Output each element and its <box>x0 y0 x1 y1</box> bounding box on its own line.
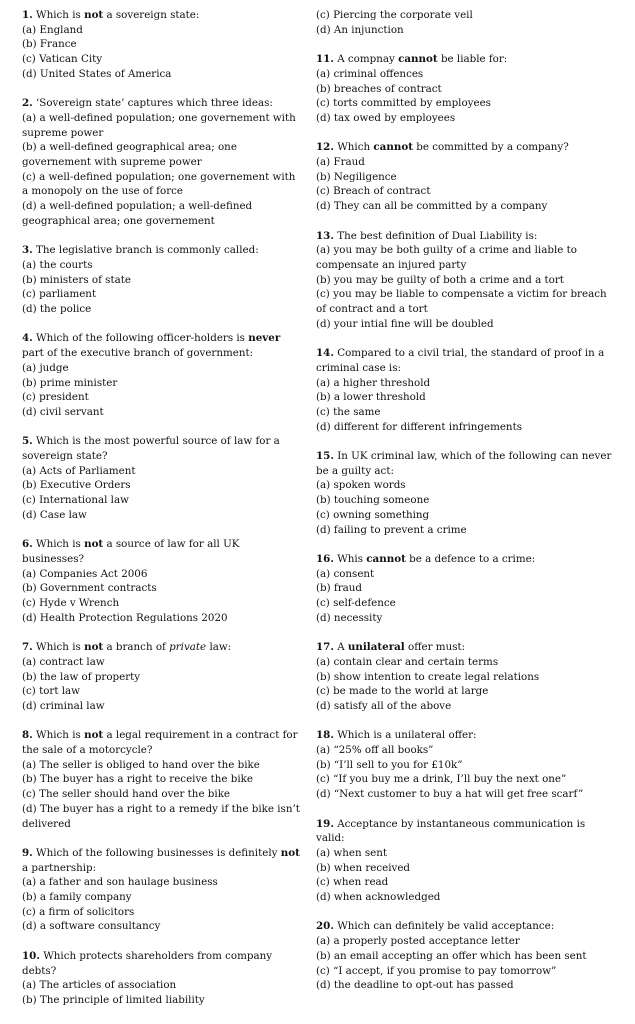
question-stem: Which is a unilateral offer: <box>337 729 477 742</box>
answer-option: (b) Executive Orders <box>22 479 131 492</box>
answer-option: (d) civil servant <box>22 405 104 418</box>
answer-option: (a) Companies Act 2006 <box>22 567 148 580</box>
question-block <box>22 728 304 831</box>
answer-option: (c) parliament <box>22 288 97 301</box>
question-stem: Which protects shareholders from company debts? <box>22 949 273 977</box>
answer-option: (a) “25% off all books” <box>316 744 434 757</box>
answer-option: (c) The seller should hand over the bike <box>22 788 231 801</box>
question-emphasis: private <box>169 641 207 654</box>
answer-option: (c) Vatican City <box>22 53 103 66</box>
question-block <box>22 846 304 934</box>
answer-option: (b) The principle of limited liability <box>22 993 205 1006</box>
answer-option: (b) a lower threshold <box>316 391 426 404</box>
answer-option: (b) when received <box>316 861 411 874</box>
question-text <box>22 949 304 978</box>
question-number: 20. <box>316 920 334 933</box>
answer-option: (a) contract law <box>22 655 105 668</box>
question-stem-continued: offer must: <box>408 641 466 654</box>
question-number: 9. <box>22 846 33 859</box>
question-text <box>316 140 616 155</box>
question-emphasis: not <box>84 538 104 551</box>
answer-option: (a) you may be both guilty of a crime and liable to compensate an injured party <box>316 244 577 271</box>
answer-option: (d) different for different infringements <box>316 420 522 433</box>
question-block <box>316 817 616 905</box>
answer-option: (c) “If you buy me a drink, I’ll buy the next one” <box>316 773 567 786</box>
answer-option: (a) spoken words <box>316 479 406 492</box>
answer-option: (c) tort law <box>22 685 80 698</box>
answer-option: (a) a higher threshold <box>316 376 431 389</box>
answer-option: (c) owning something <box>316 508 430 521</box>
question-emphasis: not <box>84 641 104 654</box>
question-stem: Whis <box>337 552 363 565</box>
question-text <box>22 331 304 360</box>
question-text <box>316 449 616 478</box>
answer-option: (c) a well-defined population; one governement with a monopoly on the use of force <box>22 170 296 198</box>
question-stem: Which of the following businesses is definitely <box>36 846 278 859</box>
answer-option: (c) the same <box>316 405 381 418</box>
question-text <box>316 552 616 567</box>
answer-option: (d) The buyer has a right to a remedy if the bike isn’t delivered <box>22 802 300 830</box>
question-stem-continued: be liable for: <box>440 53 508 66</box>
question-block <box>22 96 304 228</box>
answer-option: (a) a properly posted acceptance letter <box>316 935 520 948</box>
question-stem: Which is <box>36 9 81 21</box>
answer-option: (d) United States of America <box>22 67 172 80</box>
question-emphasis: never <box>248 332 281 345</box>
answer-option: (d) An injunction <box>316 23 404 36</box>
answer-option: (d) Case law <box>22 508 87 521</box>
question-stem-continued: a partnership: <box>22 861 97 874</box>
answer-option: (b) “I’ll sell to you for £10k” <box>316 758 463 771</box>
question-stem-continued: a legal requirement in a contract for the sale of a motorcycle? <box>22 729 298 757</box>
answer-option: (d) a well-defined population; a well-defined geographical area; one governement <box>22 200 253 227</box>
question-number: 17. <box>316 641 334 654</box>
answer-option: (b) touching someone <box>316 494 430 507</box>
answer-option: (a) The seller is obliged to hand over the bike <box>22 758 260 771</box>
answer-option: (d) when acknowledged <box>316 891 441 904</box>
answer-option: (b) France <box>22 38 77 51</box>
answer-option: (b) Government contracts <box>22 582 157 595</box>
answer-option: (c) “I accept, if you promise to pay tomorrow” <box>316 964 557 977</box>
answer-option: (c) International law <box>22 494 129 507</box>
answer-option: (a) England <box>22 23 83 36</box>
question-block <box>316 8 616 37</box>
answer-option: (b) the law of property <box>22 670 141 683</box>
question-emphasis: cannot <box>366 552 406 565</box>
answer-option: (a) Acts of Parliament <box>22 464 136 477</box>
answer-option: (b) a well-defined geographical area; one governement with supreme power <box>22 141 237 169</box>
question-number: 15. <box>316 450 334 463</box>
answer-option: (d) They can all be committed by a company <box>316 200 548 213</box>
question-number: 11. <box>316 53 334 66</box>
question-text <box>22 846 304 875</box>
answer-option: (c) Piercing the corporate veil <box>316 9 473 21</box>
question-block <box>316 728 616 802</box>
question-number: 8. <box>22 729 33 742</box>
answer-option: (d) the police <box>22 303 92 316</box>
question-block <box>22 243 304 317</box>
question-stem: Which is <box>36 729 81 742</box>
answer-option: (a) a well-defined population; one governement with supreme power <box>22 111 296 139</box>
question-text <box>22 8 304 23</box>
left-column <box>22 8 304 1022</box>
answer-option: (a) the courts <box>22 258 93 271</box>
question-stem-continued: a sovereign state: <box>106 9 200 21</box>
question-number: 5. <box>22 435 33 448</box>
answer-option: (a) contain clear and certain terms <box>316 655 499 668</box>
answer-option: (d) criminal law <box>22 699 105 712</box>
answer-option: (c) self-defence <box>316 597 396 610</box>
answer-option: (b) an email accepting an offer which has been sent <box>316 949 587 962</box>
answer-option: (b) you may be guilty of both a crime and a tort <box>316 273 564 286</box>
question-number: 16. <box>316 552 334 565</box>
question-text <box>22 640 304 655</box>
answer-option: (d) a software consultancy <box>22 920 161 933</box>
question-block <box>22 8 304 82</box>
question-stem: ‘Sovereign state’ captures which three ideas: <box>36 97 273 110</box>
question-block <box>22 537 304 625</box>
question-number: 6. <box>22 538 33 551</box>
question-block <box>22 949 304 1008</box>
answer-option: (b) prime minister <box>22 376 118 389</box>
question-text <box>316 817 616 846</box>
question-stem: Which is <box>36 538 81 551</box>
answer-option: (a) Fraud <box>316 156 365 168</box>
right-column <box>316 8 616 1008</box>
answer-option: (c) a firm of solicitors <box>22 905 135 918</box>
question-stem-continued: a branch of <box>106 641 166 654</box>
question-block <box>316 52 616 126</box>
question-emphasis: unilateral <box>347 641 405 654</box>
answer-option: (d) satisfy all of the above <box>316 699 452 712</box>
question-block <box>22 640 304 714</box>
question-stem-continued: be committed by a company? <box>416 141 569 154</box>
answer-option: (a) The articles of association <box>22 979 177 992</box>
question-text <box>316 229 616 244</box>
question-number: 19. <box>316 817 334 830</box>
question-text <box>22 96 304 111</box>
answer-option: (a) a father and son haulage business <box>22 876 218 889</box>
question-text <box>22 434 304 463</box>
question-text <box>316 640 616 655</box>
question-text <box>316 52 616 67</box>
answer-option: (c) Breach of contract <box>316 185 431 198</box>
answer-option: (d) “Next customer to buy a hat will get free scarf” <box>316 788 584 801</box>
question-text <box>316 346 616 375</box>
question-number: 1. <box>22 9 33 21</box>
answer-option: (c) president <box>22 391 89 404</box>
question-number: 3. <box>22 244 33 257</box>
answer-option: (a) criminal offences <box>316 67 424 80</box>
answer-option: (c) be made to the world at large <box>316 685 489 698</box>
question-stem: A <box>337 641 345 654</box>
question-text <box>22 537 304 566</box>
question-text <box>316 919 616 934</box>
answer-option: (a) judge <box>22 361 69 374</box>
question-stem-end: law: <box>209 641 232 654</box>
answer-option: (b) ministers of state <box>22 273 131 286</box>
question-emphasis: not <box>84 9 104 21</box>
question-stem: In UK criminal law, which of the following can never be a guilty act: <box>316 450 612 477</box>
question-block <box>22 331 304 419</box>
answer-option: (a) consent <box>316 567 375 580</box>
question-number: 7. <box>22 641 33 654</box>
question-emphasis: not <box>84 729 104 742</box>
question-stem: Which is the most powerful source of law for a sovereign state? <box>22 435 280 463</box>
question-text <box>316 728 616 743</box>
question-stem: Which of the following officer-holders is <box>36 332 245 345</box>
answer-option: (b) fraud <box>316 582 362 595</box>
question-stem: Acceptance by instantaneous communication is valid: <box>316 817 586 845</box>
question-block <box>316 140 616 214</box>
question-emphasis: cannot <box>373 141 413 154</box>
answer-option: (c) you may be liable to compensate a victim for breach of contract and a tort <box>316 288 607 316</box>
answer-option: (c) torts committed by employees <box>316 97 491 110</box>
answer-option: (d) failing to prevent a crime <box>316 523 467 536</box>
question-number: 13. <box>316 229 334 242</box>
question-stem-continued: a source of law for all UK businesses? <box>22 538 240 565</box>
question-block <box>316 229 616 332</box>
question-number: 12. <box>316 141 334 154</box>
question-block <box>316 346 616 434</box>
answer-option: (c) when read <box>316 876 389 889</box>
question-stem: The legislative branch is commonly called: <box>36 244 259 257</box>
question-stem: Compared to a civil trial, the standard of proof in a criminal case is: <box>316 347 605 374</box>
question-text <box>22 728 304 757</box>
question-number: 4. <box>22 332 33 345</box>
question-number: 10. <box>22 949 40 962</box>
question-emphasis: not <box>280 846 300 859</box>
question-block <box>316 640 616 714</box>
answer-option: (c) Hyde v Wrench <box>22 597 120 610</box>
question-number: 14. <box>316 347 334 360</box>
question-block <box>316 552 616 626</box>
answer-option: (b) Negiligence <box>316 170 397 183</box>
answer-option: (b) The buyer has a right to receive the bike <box>22 773 254 786</box>
question-text <box>22 243 304 258</box>
answer-option: (b) a family company <box>22 891 132 904</box>
answer-option: (b) show intention to create legal relations <box>316 670 540 683</box>
question-emphasis: cannot <box>398 53 438 66</box>
question-block <box>316 449 616 537</box>
question-stem-continued: part of the executive branch of government: <box>22 347 254 360</box>
question-block <box>22 434 304 522</box>
answer-option: (d) the deadline to opt-out has passed <box>316 979 514 992</box>
answer-option: (d) Health Protection Regulations 2020 <box>22 611 228 624</box>
question-number: 2. <box>22 97 33 110</box>
question-stem: Which <box>337 141 371 154</box>
question-stem: A compnay <box>337 53 395 66</box>
answer-option: (d) tax owed by employees <box>316 111 456 124</box>
question-number: 18. <box>316 729 334 742</box>
question-stem: Which is <box>36 641 81 654</box>
answer-option: (b) breaches of contract <box>316 82 442 95</box>
question-stem: The best definition of Dual Liability is: <box>337 229 538 242</box>
question-block <box>316 919 616 993</box>
answer-option: (d) your intial fine will be doubled <box>316 317 494 330</box>
answer-option: (d) necessity <box>316 611 383 624</box>
question-stem-continued: be a defence to a crime: <box>409 552 536 565</box>
answer-option: (a) when sent <box>316 846 388 859</box>
question-stem: Which can definitely be valid acceptance: <box>337 920 555 933</box>
